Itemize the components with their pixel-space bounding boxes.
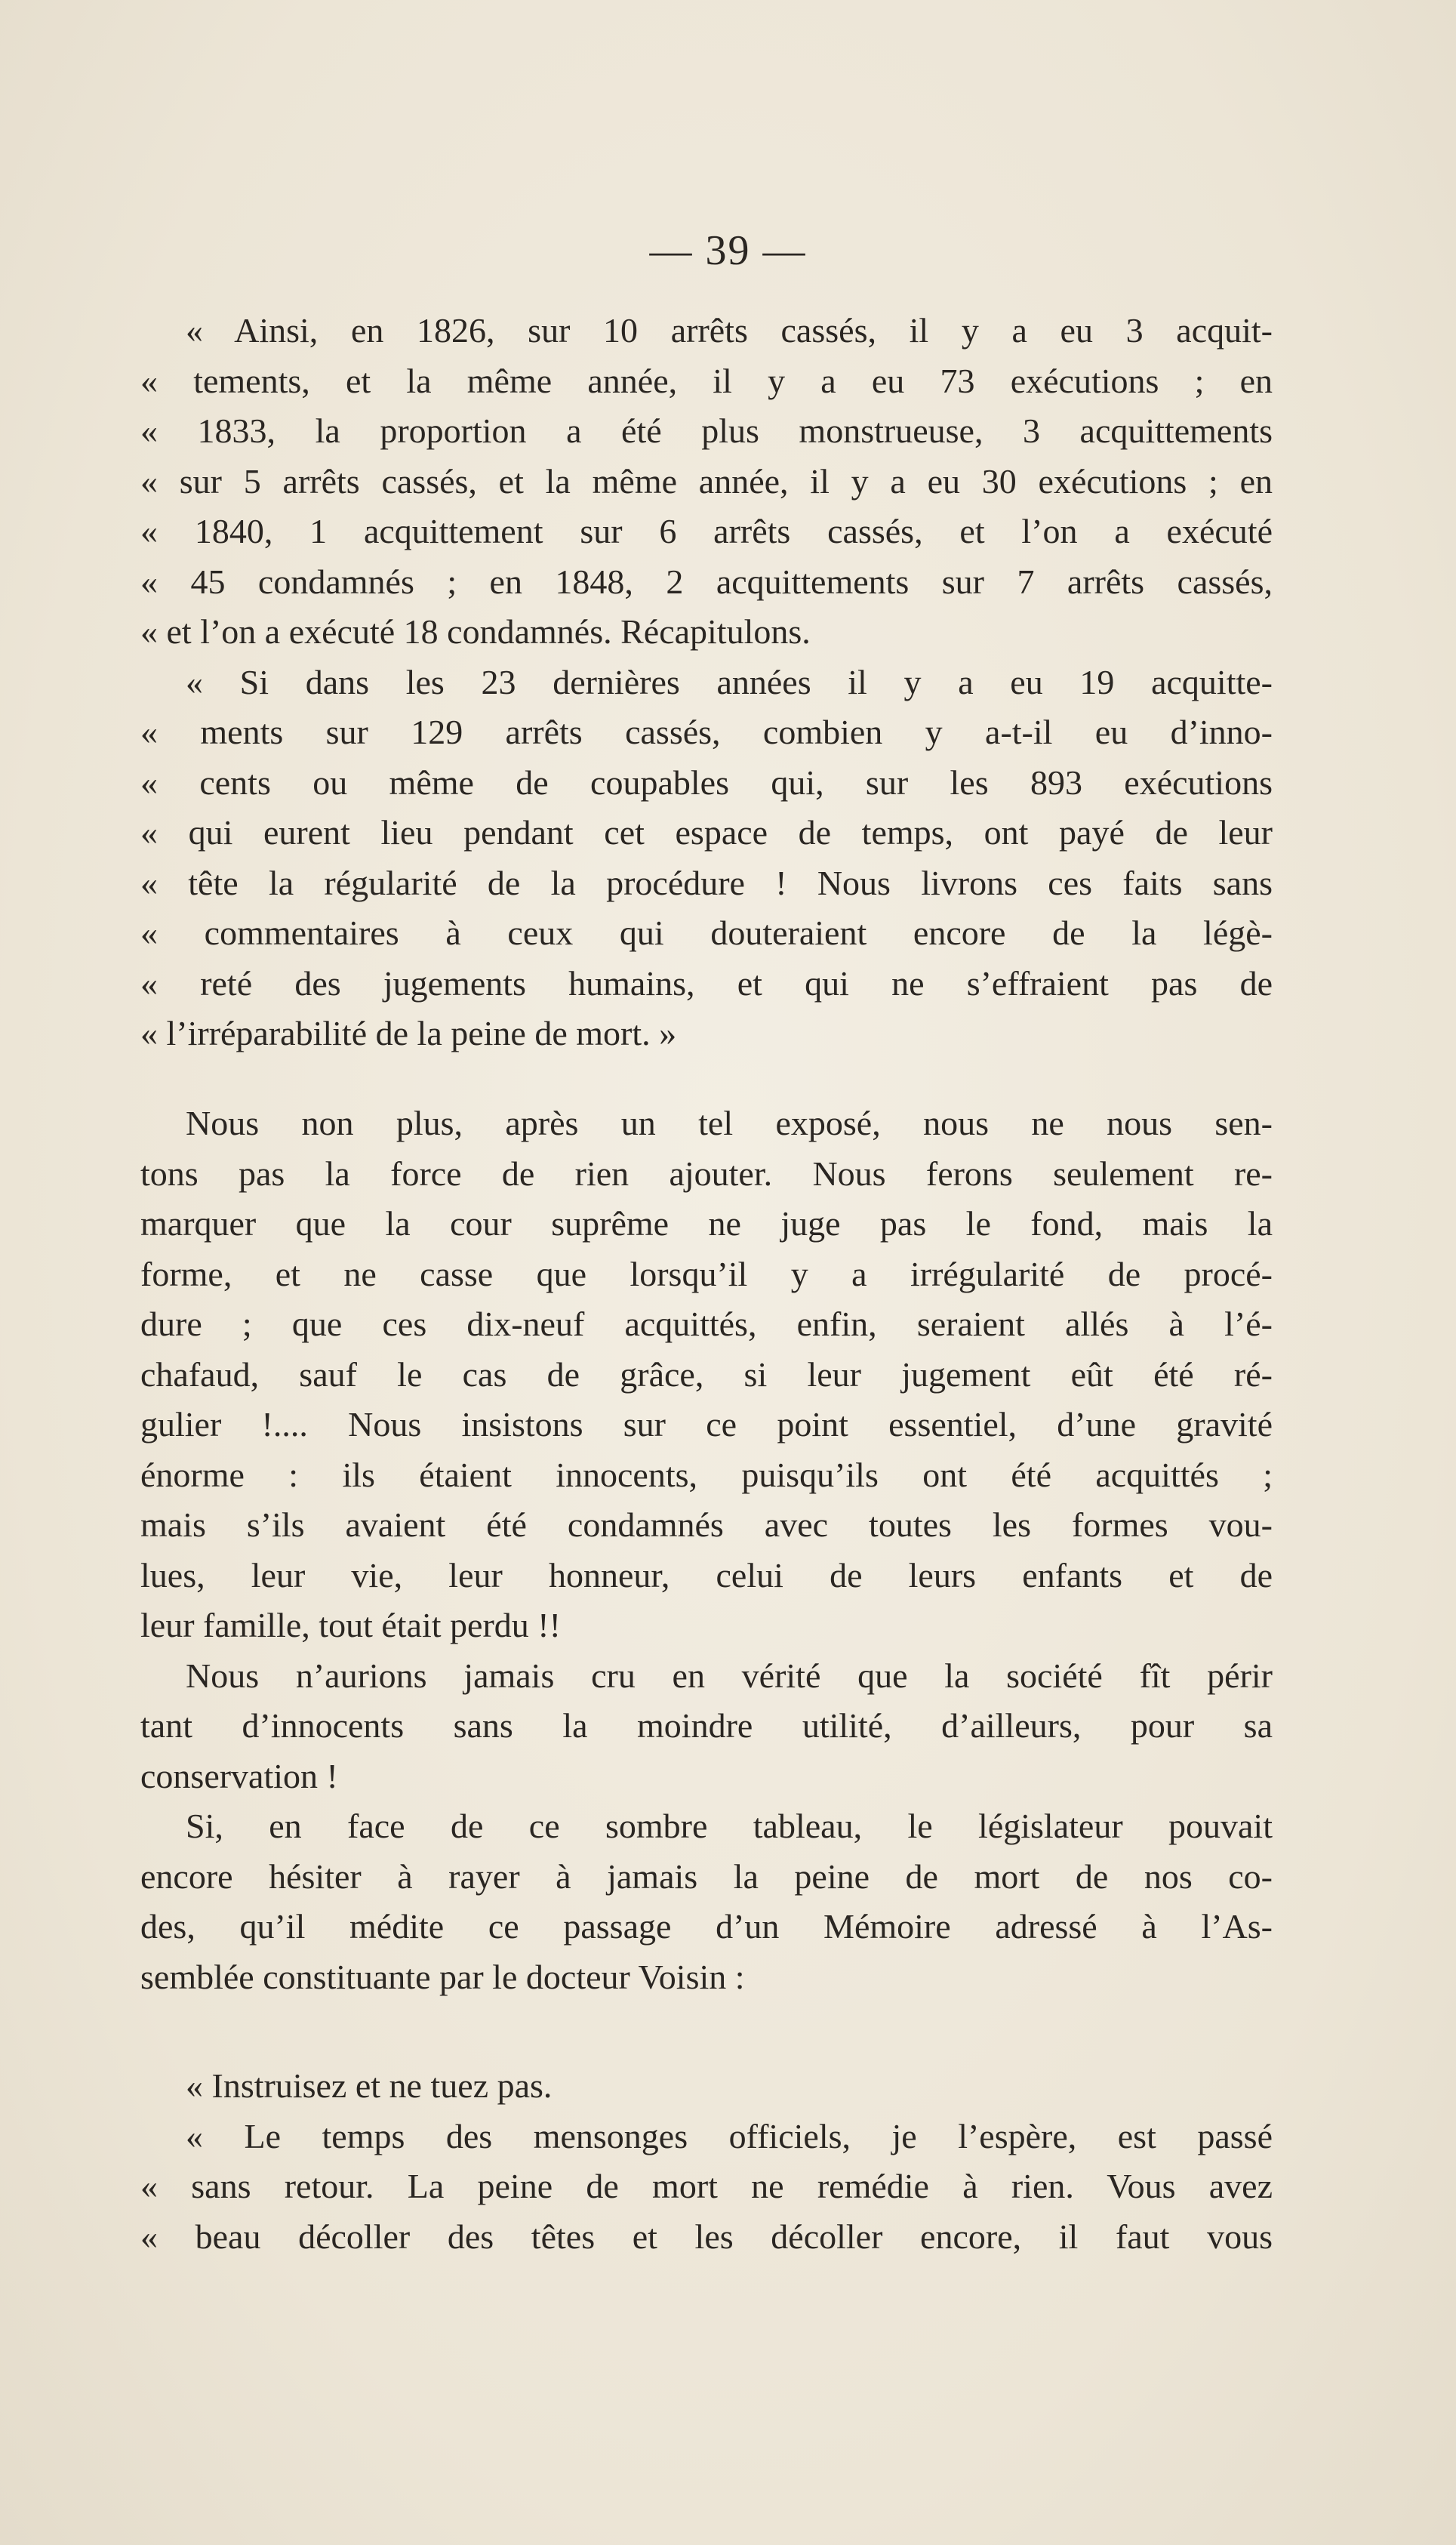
text-line: « Ainsi, en 1826, sur 10 arrêts cassés, il y a eu 3 acquit- — [186, 311, 1273, 350]
text-line: dure ; que ces dix-neuf acquittés, enfin, seraient allés à l’é- — [140, 1305, 1273, 1343]
text-line: « qui eurent lieu pendant cet espace de temps, ont payé de leur — [140, 813, 1273, 852]
text-line: tant d’innocents sans la moindre utilité, d’ailleurs, pour sa — [140, 1706, 1273, 1745]
text-line: « commentaires à ceux qui douteraient encore de la légè- — [140, 914, 1273, 952]
quoted-passage-voisin — [140, 2061, 1273, 2262]
page-number: — 39 — — [649, 227, 807, 274]
text-line: Si, en face de ce sombre tableau, le législateur pouvait — [186, 1807, 1273, 1845]
text-line: « reté des jugements humains, et qui ne s’effraient pas de — [140, 963, 1273, 1003]
text-line: « tements, et la même année, il y a eu 73 exécutions ; en — [140, 361, 1273, 400]
text-line: mais s’ils avaient été condamnés avec toutes les formes vou- — [140, 1505, 1273, 1544]
text-line: énorme : ils étaient innocents, puisqu’ils ont été acquittés ; — [140, 1455, 1273, 1494]
text-line: Nous non plus, après un tel exposé, nous ne nous sen- — [186, 1104, 1273, 1142]
text-line: « ments sur 129 arrêts cassés, combien y a-t-il eu d’inno- — [140, 713, 1273, 751]
author-commentary — [140, 1098, 1273, 2002]
text-line: « et l’on a exécuté 18 condamnés. Récapitulons. — [140, 612, 811, 651]
text-line: « sur 5 arrêts cassés, et la même année, il y a eu 30 exécutions ; en — [140, 461, 1273, 501]
text-line: « tête la régularité de la procédure ! Nous livrons ces faits sans — [140, 863, 1273, 902]
text-line: « beau décoller des têtes et les décoller encore, il faut vous — [140, 2217, 1273, 2256]
text-line: « cents ou même de coupables qui, sur les 893 exécutions — [140, 763, 1273, 802]
text-line: « 1833, la proportion a été plus monstrueuse, 3 acquittements — [140, 411, 1273, 450]
text-line: chafaud, sauf le cas de grâce, si leur jugement eût été ré- — [140, 1354, 1273, 1394]
text-line: conservation ! — [140, 1756, 338, 1795]
text-line: marquer que la cour suprême ne juge pas le fond, mais la — [140, 1204, 1273, 1243]
text-line: lues, leur vie, leur honneur, celui de leurs enfants et de — [140, 1555, 1273, 1594]
text-line: leur famille, tout était perdu !! — [140, 1606, 561, 1644]
text-line: « Si dans les 23 dernières années il y a eu 19 acquitte- — [186, 662, 1273, 701]
text-line: « 1840, 1 acquittement sur 6 arrêts cassés, et l’on a exécuté — [140, 512, 1273, 550]
text-line: « l’irréparabilité de la peine de mort. » — [140, 1014, 677, 1052]
text-line: semblée constituante par le docteur Voisin : — [140, 1957, 745, 1996]
quoted-passage-statistics — [140, 306, 1273, 1059]
text-line: forme, et ne casse que lorsqu’il y a irrégularité de procé- — [140, 1254, 1273, 1293]
text-line: « 45 condamnés ; en 1848, 2 acquittements sur 7 arrêts cassés, — [140, 562, 1273, 601]
text-line: encore hésiter à rayer à jamais la peine de mort de nos co- — [140, 1856, 1273, 1896]
text-line: « Le temps des mensonges officiels, je l’espère, est passé — [186, 2116, 1273, 2155]
text-line: « Instruisez et ne tuez pas. — [186, 2066, 553, 2105]
text-line: des, qu’il médite ce passage d’un Mémoire adressé à l’As- — [140, 1907, 1273, 1946]
text-line: Nous n’aurions jamais cru en vérité que la société fît périr — [186, 1656, 1273, 1695]
text-line: « sans retour. La peine de mort ne remédie à rien. Vous avez — [140, 2167, 1273, 2205]
text-line: gulier !.... Nous insistons sur ce point essentiel, d’une gravité — [140, 1405, 1273, 1444]
text-line: tons pas la force de rien ajouter. Nous ferons seulement re- — [140, 1154, 1273, 1193]
